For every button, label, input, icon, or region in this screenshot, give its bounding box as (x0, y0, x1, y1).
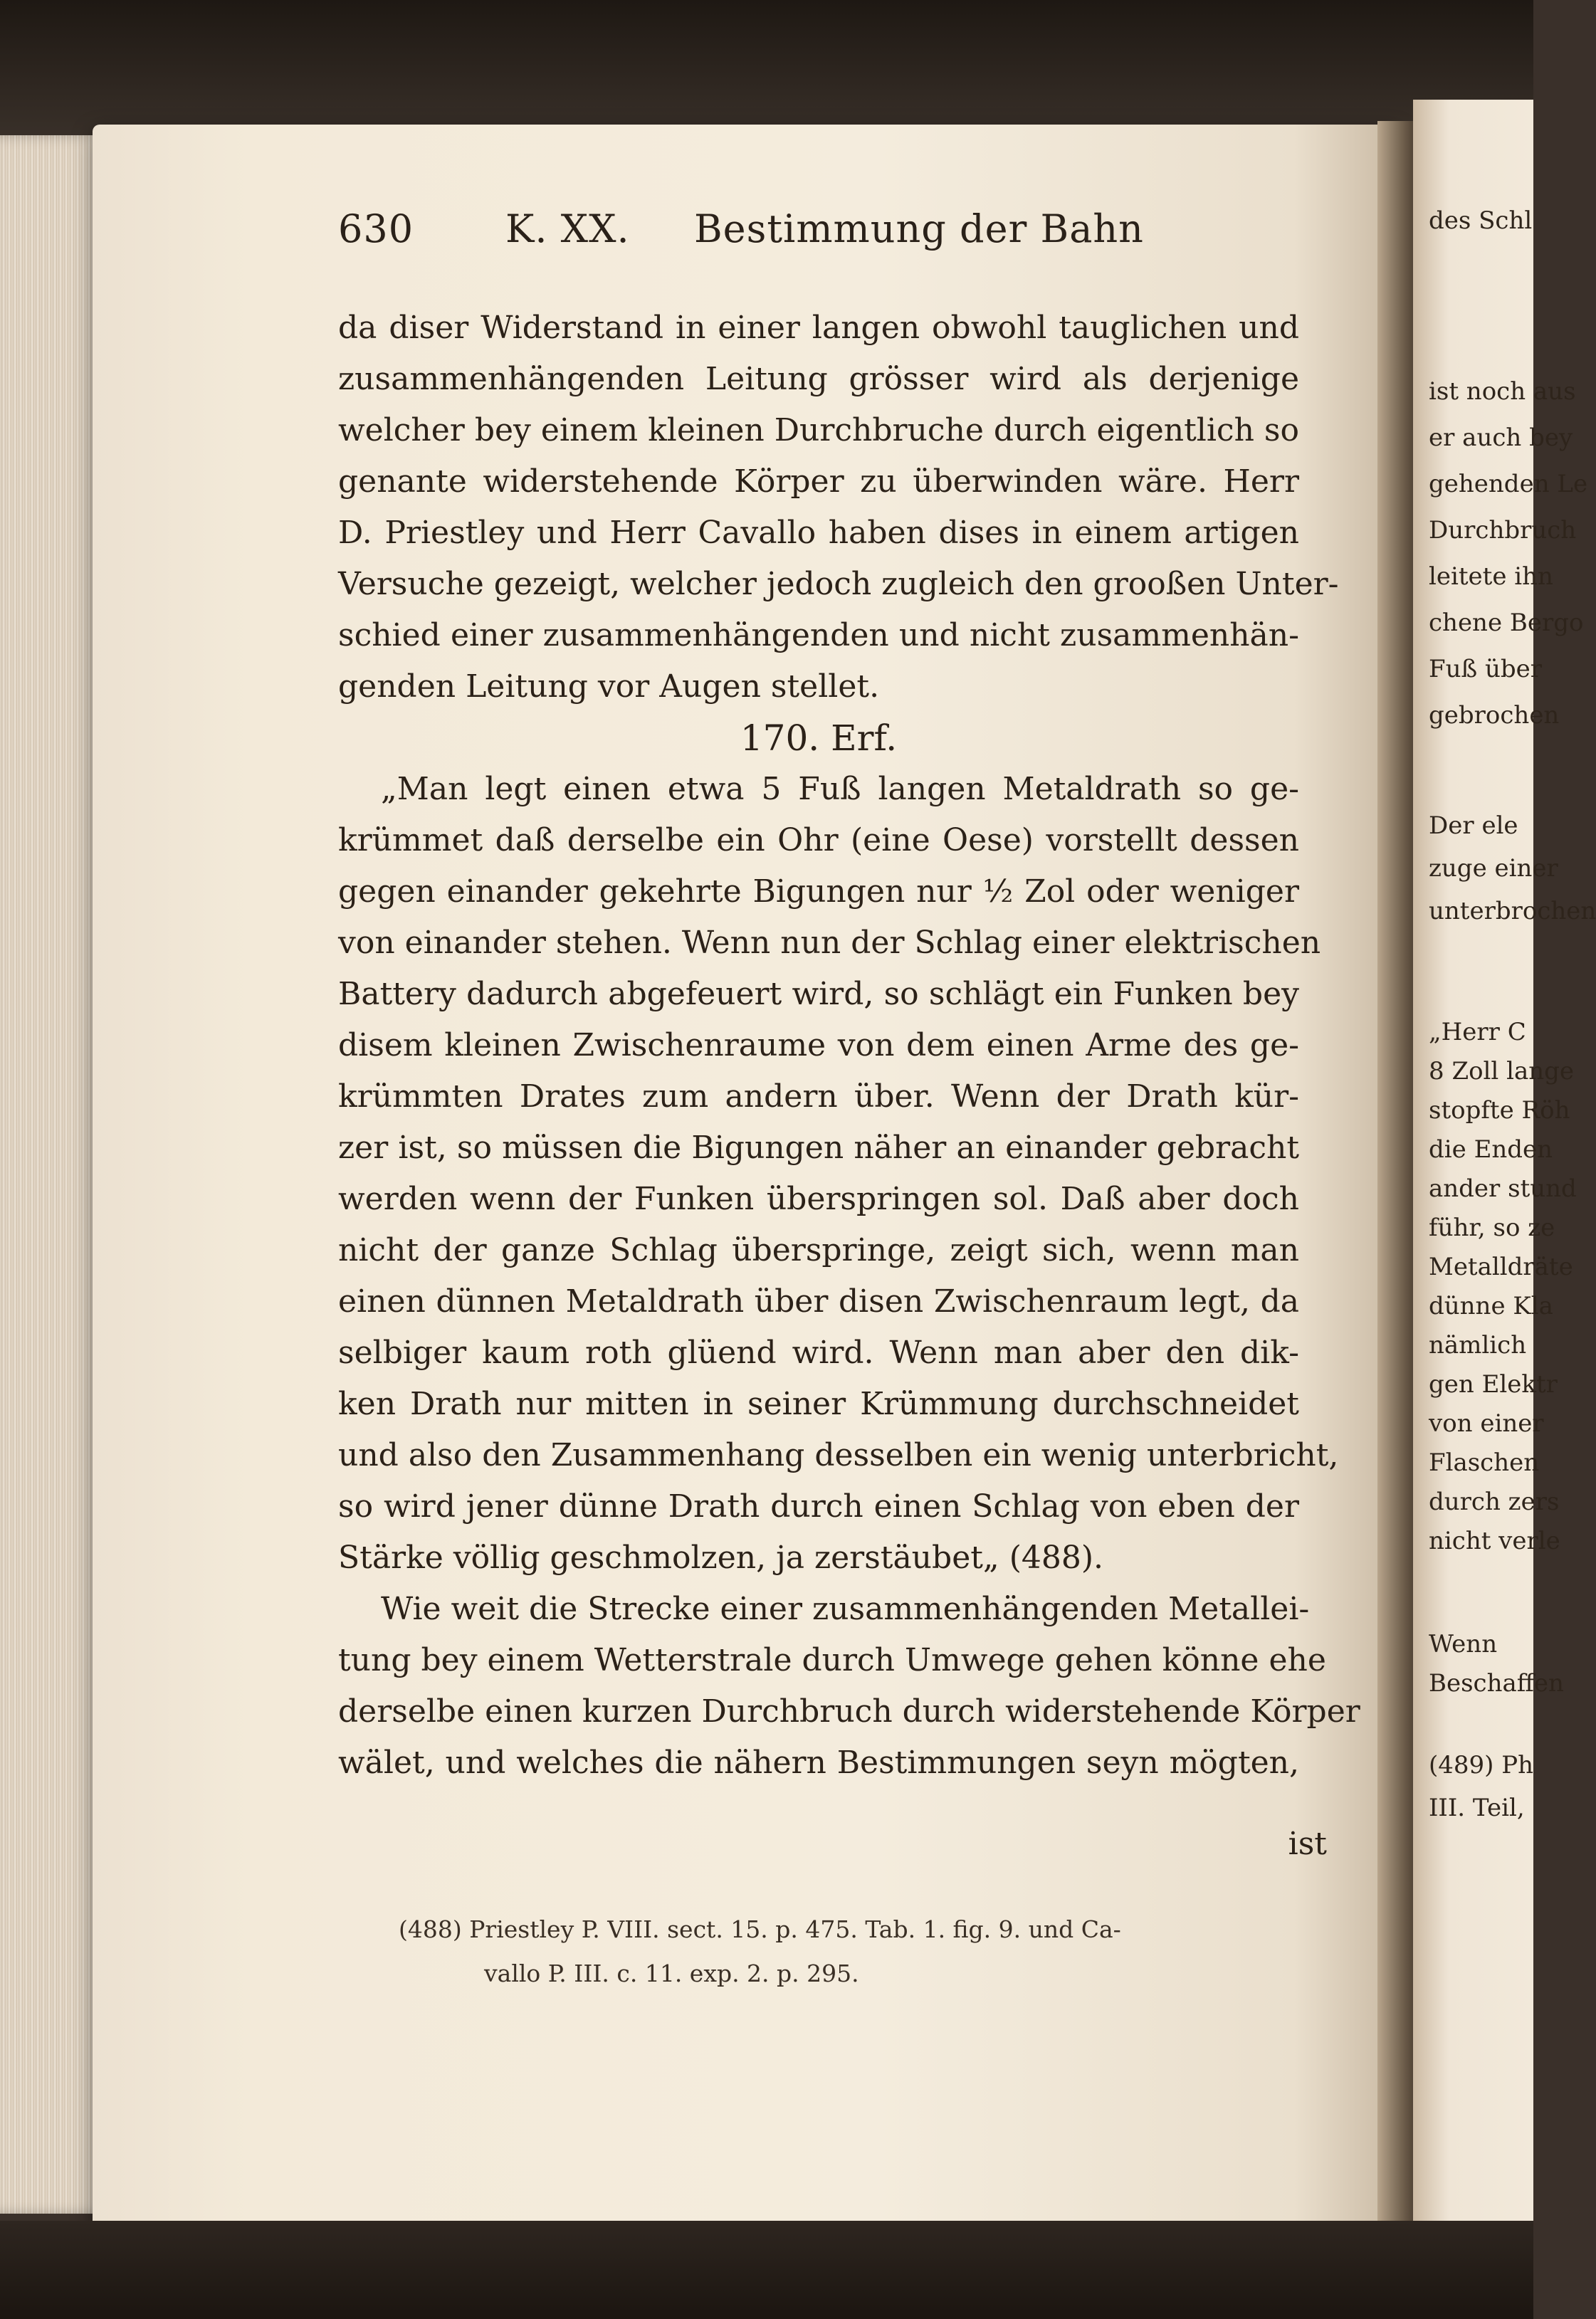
right-page-fragment: Metalldräte (1429, 1253, 1573, 1281)
text-line: einen dünnen Metaldrath über disen Zwischenraum legt, da (338, 1283, 1299, 1320)
footnote-line: (488) Priestley P. VIII. sect. 15. p. 475. Tab. 1. fig. 9. und Ca- (399, 1915, 1121, 1943)
text-line: und also den Zusammenhang desselben ein wenig unterbricht, (338, 1437, 1339, 1473)
text-line: selbiger kaum roth glüend wird. Wenn man aber den dik- (338, 1335, 1299, 1371)
text-line: krümmten Drates zum andern über. Wenn der Drath kür- (338, 1078, 1299, 1115)
right-page-fragment: Fuß über (1429, 655, 1543, 683)
text-line: schied einer zusammenhängenden und nicht zusammenhän- (338, 617, 1299, 653)
right-page-fragment: leitete ihn (1429, 562, 1553, 591)
footnote (399, 1908, 1303, 1996)
right-page-fragment: unterbrochen (1429, 897, 1596, 925)
text-line: Versuche gezeigt, welcher jedoch zugleich den grooßen Unter- (338, 566, 1339, 602)
text-line: so wird jener dünne Drath durch einen Schlag von eben der (338, 1488, 1299, 1525)
page-edges (0, 135, 107, 2214)
experiment-heading: 170. Erf. (740, 717, 898, 759)
catchword: ist (1288, 1826, 1327, 1862)
right-page-fragment: Der ele (1429, 811, 1518, 840)
body-text (338, 303, 1360, 1789)
right-page-fragment: Wenn (1429, 1630, 1498, 1658)
right-page-fragment: III. Teil, (1429, 1794, 1525, 1822)
text-line: gegen einander gekehrte Bigungen nur ½ Zol oder weniger (338, 873, 1299, 910)
text-line: „Man legt einen etwa 5 Fuß langen Metaldrath so ge- (381, 771, 1299, 807)
text-line: derselbe einen kurzen Durchbruch durch widerstehende Körper (338, 1693, 1360, 1730)
text-line: wälet, und welches die nähern Bestimmungen seyn mögten, (338, 1745, 1299, 1781)
text-line: werden wenn der Funken überspringen sol. Daß aber doch (338, 1181, 1299, 1217)
right-page-fragment: gen Elektr (1429, 1370, 1558, 1399)
right-page-fragment: ander stund (1429, 1174, 1577, 1203)
text-line: ken Drath nur mitten in seiner Krümmung durchschneidet (338, 1386, 1299, 1422)
text-line: zusammenhängenden Leitung grösser wird als derjenige (338, 361, 1299, 397)
text-line: von einander stehen. Wenn nun der Schlag einer elektrischen (338, 925, 1321, 961)
right-page-fragment: zuge einer (1429, 854, 1558, 883)
right-page-fragment: von einer (1429, 1409, 1544, 1438)
running-title: Bestimmung der Bahn (694, 206, 1144, 251)
text-line: zer ist, so müssen die Bigungen näher an einander gebracht (338, 1130, 1299, 1166)
right-page-fragment: ist noch aus (1429, 377, 1576, 406)
text-line: Stärke völlig geschmolzen, ja zerstäubet„ (488). (338, 1540, 1103, 1576)
right-page-fragment: „Herr C (1429, 1018, 1526, 1046)
right-page (1413, 100, 1596, 2235)
right-page-fragment: (489) Ph (1429, 1751, 1534, 1779)
text-line: krümmet daß derselbe ein Ohr (eine Oese) vorstellt dessen (338, 822, 1299, 858)
text-line: da diser Widerstand in einer langen obwohl tauglichen und (338, 310, 1299, 346)
right-page-fragment: gebrochen (1429, 701, 1560, 730)
text-line: Wie weit die Strecke einer zusammenhängenden Metallei- (381, 1591, 1310, 1627)
right-page-fragment: des Schl (1429, 206, 1533, 235)
text-line: Battery dadurch abgefeuert wird, so schlägt ein Funken bey (338, 976, 1299, 1012)
page-number: 630 (338, 206, 414, 251)
text-line: tung bey einem Wetterstrale durch Umwege gehen könne ehe (338, 1642, 1326, 1678)
right-page-fragment: Durchbruch (1429, 516, 1577, 545)
text-line: welcher bey einem kleinen Durchbruche durch eigentlich so (338, 412, 1299, 448)
right-page-fragment: stopfte Röh (1429, 1096, 1570, 1125)
right-page-fragment: gehenden Le (1429, 470, 1588, 498)
right-page-fragment: Flaschen (1429, 1448, 1540, 1477)
right-page-fragment: chene Bergo (1429, 609, 1584, 637)
background-bottom (0, 2221, 1533, 2319)
right-page-fragment: nicht verle (1429, 1527, 1560, 1555)
footnote-line: vallo P. III. c. 11. exp. 2. p. 295. (484, 1960, 859, 1987)
text-line: D. Priestley und Herr Cavallo haben dises in einem artigen (338, 515, 1299, 551)
text-line: disem kleinen Zwischenraume von dem einen Arme des ge- (338, 1027, 1299, 1063)
right-page-fragment: er auch bey (1429, 424, 1573, 452)
text-line: nicht der ganze Schlag überspringe, zeigt sich, wenn man (338, 1232, 1299, 1268)
right-page-fragment: Beschaffen (1429, 1669, 1564, 1698)
right-page-fragment: nämlich (1429, 1331, 1527, 1360)
text-line: genden Leitung vor Augen stellet. (338, 668, 880, 705)
right-page-fragment: führ, so ze (1429, 1214, 1555, 1242)
text-line: genante widerstehende Körper zu überwinden wäre. Herr (338, 463, 1299, 500)
right-page-fragment: dünne Kla (1429, 1292, 1553, 1320)
right-page-fragment: durch zers (1429, 1488, 1560, 1516)
right-page-fragment: die Enden (1429, 1135, 1553, 1164)
right-page-fragment: 8 Zoll lange (1429, 1057, 1575, 1085)
section-label: K. XX. (505, 206, 630, 251)
